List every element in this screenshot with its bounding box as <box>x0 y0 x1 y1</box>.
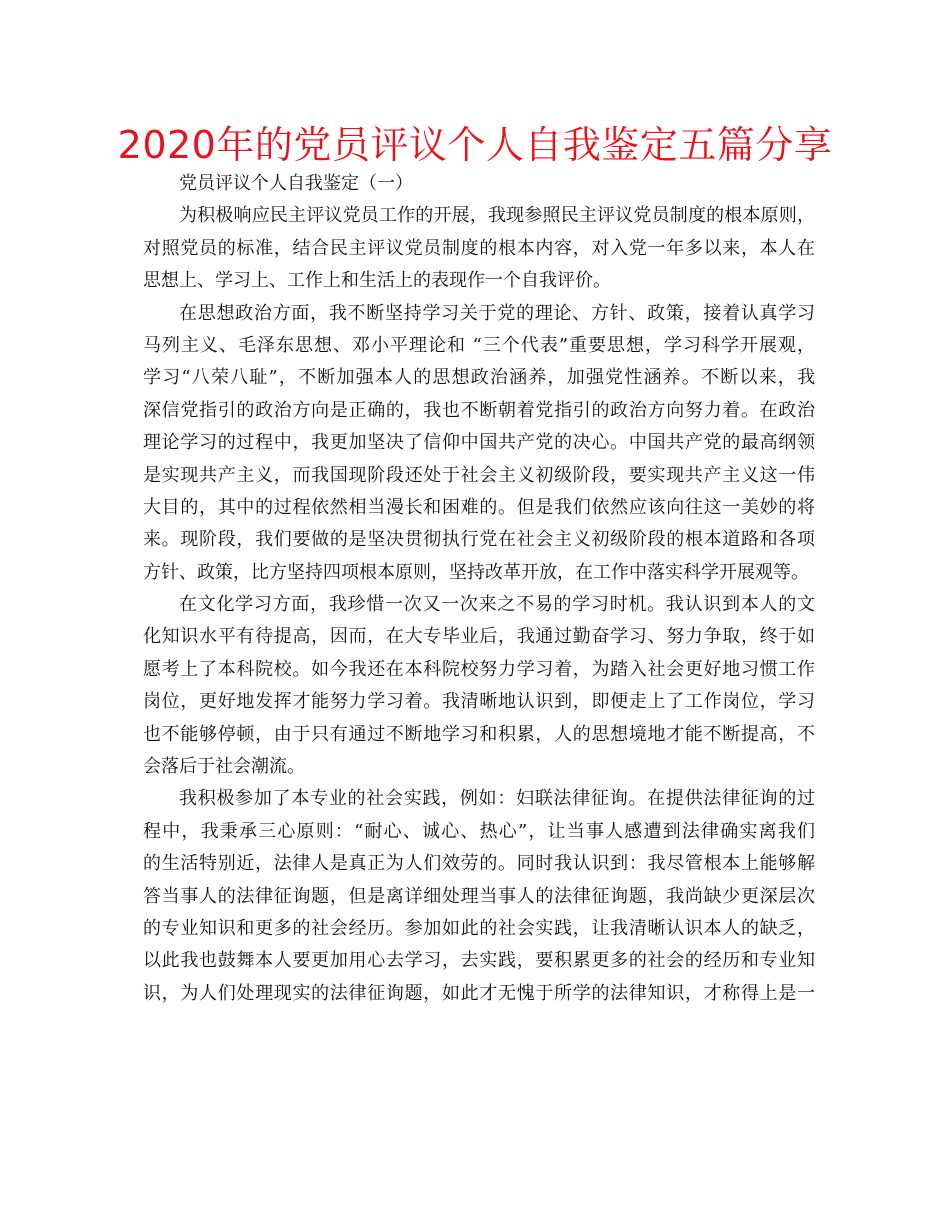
paragraph-4-line: 程中，我秉承三心原则：“耐心、诚心、热心”，让当事人感遭到法律确实离我们 <box>143 820 815 842</box>
paragraph-2-line: 方针、政策，比方坚持四项根本原则，坚持改革开放，在工作中落实科学开展观等。 <box>143 561 809 583</box>
paragraph-2-line: 大目的，其中的过程依然相当漫长和困难的。但是我们依然应该向往这一美妙的将 <box>143 496 815 518</box>
paragraph-4-line: 识，为人们处理现实的法律征询题，如此才无愧于所学的法律知识，才称得上是一 <box>143 982 815 1004</box>
paragraph-2-line: 来。现阶段，我们要做的是坚决贯彻执行党在社会主义初级阶段的根本道路和各项 <box>143 529 815 551</box>
paragraph-4-line: 答当事人的法律征询题，但是离详细处理当事人的法律征询题，我尚缺少更深层次 <box>143 885 815 907</box>
paragraph-1-line: 为积极响应民主评议党员工作的开展，我现参照民主评议党员制度的根本原则， <box>179 205 815 227</box>
paragraph-2-line: 理论学习的过程中，我更加坚决了信仰中国共产党的决心。中国共产党的最高纲领 <box>143 432 815 454</box>
paragraph-4-line: 的专业知识和更多的社会经历。参加如此的社会实践，让我清晰认识本人的缺乏， <box>143 917 815 939</box>
paragraph-4-line: 以此我也鼓舞本人要更加用心去学习，去实践，要积累更多的社会的经历和专业知 <box>143 950 815 972</box>
paragraph-2-line: 是实现共产主义，而我国现阶段还处于社会主义初级阶段，要实现共产主义这一伟 <box>143 464 815 486</box>
paragraph-4-line: 的生活特别近，法律人是真正为人们效劳的。同时我认识到：我尽管根本上能够解 <box>143 853 815 875</box>
paragraph-2-line: 学习“八荣八耻”，不断加强本人的思想政治涵养，加强党性涵养。不断以来，我 <box>143 367 815 389</box>
paragraph-4-line: 我积极参加了本专业的社会实践，例如：妇联法律征询。在提供法律征询的过 <box>179 788 815 810</box>
paragraph-3-line: 在文化学习方面，我珍惜一次又一次来之不易的学习时机。我认识到本人的文 <box>179 594 815 616</box>
paragraph-3-line: 会落后于社会潮流。 <box>143 756 305 778</box>
document-title: 2020年的党员评议个人自我鉴定五篇分享 <box>117 123 833 167</box>
paragraph-3-line: 也不能够停顿，由于只有通过不断地学习和积累，人的思想境地才能不断提高，不 <box>143 723 815 745</box>
paragraph-3-line: 岗位，更好地发挥才能努力学习着。我清晰地认识到，即便走上了工作岗位，学习 <box>143 691 815 713</box>
paragraph-2-line: 深信党指引的政治方向是正确的，我也不断朝着党指引的政治方向努力着。在政治 <box>143 399 815 421</box>
section-heading: 党员评议个人自我鉴定（一） <box>179 173 413 194</box>
paragraph-2-line: 在思想政治方面，我不断坚持学习关于党的理论、方针、政策，接着认真学习 <box>179 302 815 324</box>
document-body <box>143 168 815 1010</box>
paragraph-3-line: 化知识水平有待提高，因而，在大专毕业后，我通过勤奋学习、努力争取，终于如 <box>143 626 815 648</box>
paragraph-1-line: 对照党员的标准，结合民主评议党员制度的根本内容，对入党一年多以来，本人在 <box>143 237 815 259</box>
paragraph-3-line: 愿考上了本科院校。如今我还在本科院校努力学习着，为踏入社会更好地习惯工作 <box>143 658 815 680</box>
paragraph-1-line: 思想上、学习上、工作上和生活上的表现作一个自我评价。 <box>143 270 611 292</box>
paragraph-2-line: 马列主义、毛泽东思想、邓小平理论和 “三个代表”重要思想，学习科学开展观， <box>143 334 815 356</box>
